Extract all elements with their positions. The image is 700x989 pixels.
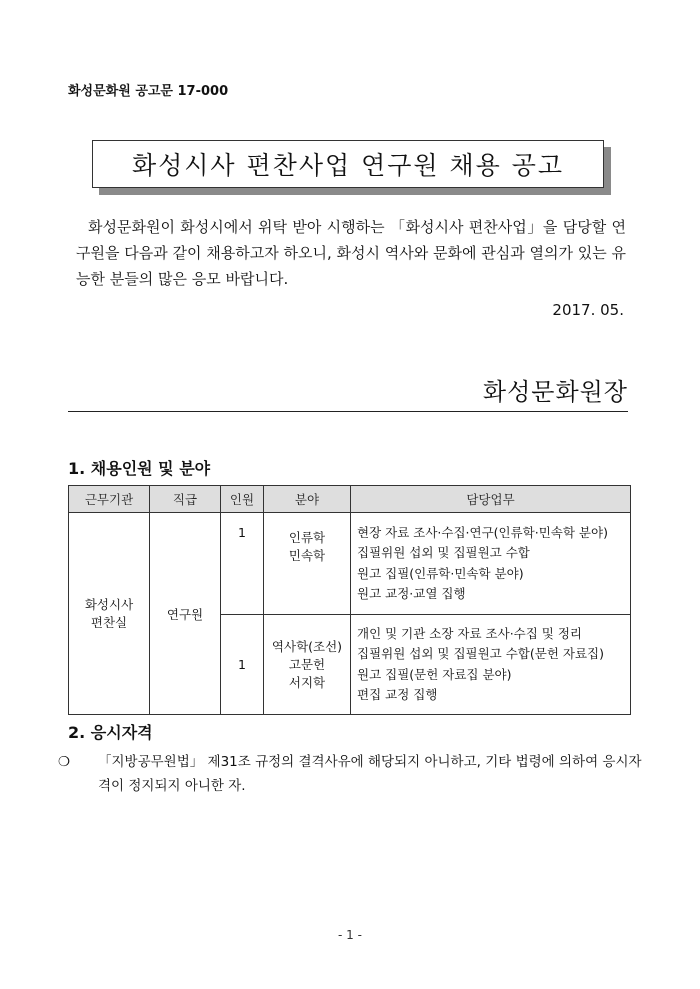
count-cell: 1 (221, 513, 264, 615)
section-heading-recruitment: 1. 채용인원 및 분야 (68, 459, 211, 478)
field-line: 인류학 (288, 530, 326, 545)
count-cell: 1 (221, 615, 264, 715)
announcement-date: 2017. 05. (552, 301, 624, 319)
qualification-text: 「지방공무원법」 제31조 규정의 결격사유에 해당되지 아니하고, 기타 법령에 의하여 응시자격이 정지되지 아니한 자. (98, 754, 642, 794)
duty-item: 원고 집필(인류학·민속학 분야) (357, 565, 524, 581)
field-line: 민속학 (288, 548, 326, 563)
col-header-rank: 직급 (150, 486, 221, 513)
duty-item: 편집 교정 집행 (357, 687, 438, 702)
field-line: 고문헌 (288, 656, 326, 672)
org-cell (69, 513, 150, 715)
section-heading-qualification: 2. 응시자격 (68, 723, 153, 742)
circle-bullet-icon: ❍ (58, 754, 71, 770)
org-line: 편찬실 (90, 614, 128, 630)
duty-item: 원고 교정·교열 집행 (357, 586, 466, 601)
col-header-org: 근무기관 (69, 486, 150, 513)
field-line: 역사학(조선) (271, 638, 343, 654)
field-line: 서지학 (288, 674, 326, 690)
duty-item: 원고 집필(문헌 자료집 분야) (357, 666, 512, 682)
rank-cell: 연구원 (150, 513, 221, 715)
col-header-count: 인원 (221, 486, 264, 513)
intro-paragraph: 화성문화원이 화성시에서 위탁 받아 시행하는 「화성시사 편찬사업」을 담당할 연구원을 다음과 같이 채용하고자 하오니, 화성시 역사와 문화에 관심과 열의가 있는 유능한 분들의 많은 응모 바랍니다. (76, 218, 626, 288)
org-line: 화성시사 (84, 596, 134, 612)
signer-name: 화성문화원장 (68, 372, 628, 412)
duty-item: 집필위원 섭외 및 집필원고 수합 (357, 545, 530, 560)
qualification-item (58, 750, 653, 798)
title-box (92, 140, 604, 188)
page-title: 화성시사 편찬사업 연구원 채용 공고 (131, 151, 565, 180)
document-number: 화성문화원 공고문 17-000 (68, 84, 229, 99)
col-header-field: 분야 (264, 486, 351, 513)
page-number: - 1 - (338, 928, 362, 942)
table-row (69, 513, 631, 615)
duty-item: 현장 자료 조사·수집·연구(인류학·민속학 분야) (357, 524, 608, 540)
duty-item: 개인 및 기관 소장 자료 조사·수집 및 정리 (357, 625, 582, 641)
duties-cell (351, 615, 631, 715)
duty-item: 집필위원 섭외 및 집필원고 수합(문헌 자료집) (357, 646, 604, 661)
field-cell (264, 513, 351, 615)
recruitment-table (68, 485, 631, 715)
table-header-row (69, 486, 631, 513)
field-cell (264, 615, 351, 715)
duties-cell (351, 513, 631, 615)
col-header-duties: 담당업무 (351, 486, 631, 513)
